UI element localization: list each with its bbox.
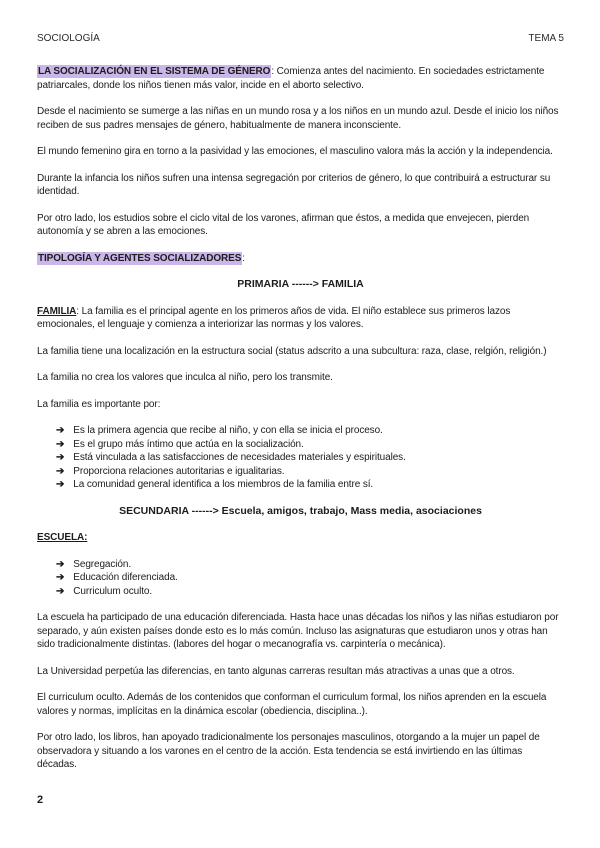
list-item-text: Es la primera agencia que recibe al niño, y con ella se inicia el proceso. — [73, 425, 383, 436]
familia-intro-text: : La familia es el principal agente en los primeros años de vida. El niño establece sus primeros lazos emocionales, el lenguaje y comienza a interiorizar las normas y los valores. — [37, 305, 511, 330]
list-item-text: Curriculum oculto. — [73, 585, 153, 597]
list-item — [56, 451, 564, 465]
page-header — [37, 33, 564, 45]
list-item — [56, 558, 564, 572]
paragraph-tipologia-heading — [37, 252, 564, 266]
paragraph-escuela-educacion: La escuela ha participado de una educación diferenciada. Hasta hace unas décadas los niños y las niñas estudiaron por separado, y aún existen países donde esto es lo más común. Incluso las asignaturas que estudiaron unos y otras han sido tradicionalmente distintas. (labores del hogar o mecanografía vs. carpintería o mecánica). — [37, 612, 559, 650]
arrow-bullet-icon: ➔ — [56, 452, 65, 463]
list-item-text: La comunidad general identifica a los miembros de la familia entre sí. — [73, 479, 374, 490]
tipologia-colon: : — [242, 252, 245, 264]
list-item — [56, 424, 564, 438]
list-item — [56, 571, 564, 585]
arrow-bullet-icon: ➔ — [56, 425, 65, 436]
primaria-familia-line: PRIMARIA ------> FAMILIA — [237, 278, 364, 290]
section-intro-text: : Comienza antes del nacimiento. En sociedades estrictamente patriarcales, donde los niños tienen más valor, incide en el aborto selectivo. — [37, 66, 545, 91]
secundaria-line: SECUNDARIA ------> Escuela, amigos, trabajo, Mass media, asociaciones — [119, 504, 482, 517]
header-topic-label: TEMA 5 — [528, 33, 564, 44]
page-number: 2 — [37, 794, 44, 806]
list-item — [56, 465, 564, 479]
list-item — [56, 585, 564, 599]
list-item-text: Es el grupo más íntimo que actúa en la socialización. — [73, 438, 304, 450]
paragraph-mundo-femenino: El mundo femenino gira en torno a la pasividad y las emociones, el masculino valora más la acción y la independencia. — [37, 146, 553, 157]
paragraph-familia-intro — [37, 305, 564, 332]
paragraph-ciclo-vital: Por otro lado, los estudios sobre el ciclo vital de los varones, afirman que éstos, a medida que envejecen, pierden autonomía y se abren a las emociones. — [37, 212, 530, 237]
paragraph-curriculum-oculto: El curriculum oculto. Además de los contenidos que conforman el curriculum formal, los niños aprenden en la escuela valores y normas, implícitas en la dinámica escolar (obediencia, disciplina..). — [37, 692, 547, 717]
paragraph-familia-localizacion: La familia tiene una localización en la estructura social (status adscrito a una subcultura: raza, clase, relgión, religión.) — [37, 345, 547, 357]
section-heading-tipologia: TIPOLOGÍA Y AGENTES SOCIALIZADORES — [38, 252, 242, 264]
familia-label: FAMILIA — [37, 305, 77, 317]
list-item-text: Está vinculada a las satisfacciones de necesidades materiales y espirituales. — [73, 452, 406, 463]
paragraph-familia-no-crea: La familia no crea los valores que inculca al niño, pero los transmite. — [37, 372, 333, 383]
arrow-bullet-icon: ➔ — [56, 558, 65, 570]
paragraph-universidad: La Universidad perpetúa las diferencias, en tanto algunas carreras resultan más atractivas a unas que a otros. — [37, 665, 515, 677]
header-course-title: SOCIOLOGÍA — [37, 33, 100, 44]
section-heading-socializacion: LA SOCIALIZACIÓN EN EL SISTEMA DE GÉNERO — [38, 66, 271, 77]
paragraph-socializacion-intro — [37, 65, 564, 92]
list-item-text: Educación diferenciada. — [73, 572, 178, 583]
arrow-bullet-icon: ➔ — [56, 465, 65, 477]
escuela-label: ESCUELA: — [37, 532, 88, 543]
list-item — [56, 438, 564, 452]
paragraph-libros: Por otro lado, los libros, han apoyado tradicionalmente los personajes masculinos, otorgando a la mujer un papel de observadora y situando a los varones en el centro de la acción. Esta tendencia se está invirtiendo en las últimas décadas. — [37, 732, 540, 770]
paragraph-familia-importante: La familia es importante por: — [37, 398, 161, 410]
paragraph-mundo-rosa-azul: Desde el nacimiento se sumerge a las niñas en un mundo rosa y a los niños en un mundo azul. Desde el inicio los niños reciben de sus padres mensajes de género, habitualmente de manera inconsciente. — [37, 106, 559, 131]
arrow-bullet-icon: ➔ — [56, 572, 65, 583]
arrow-bullet-icon: ➔ — [56, 585, 65, 597]
list-item-text: Segregación. — [73, 558, 132, 570]
escuela-bullet-list — [37, 558, 564, 599]
paragraph-infancia-segregacion: Durante la infancia los niños sufren una intensa segregación por criterios de género, lo que contribuirá a estructurar su identidad. — [37, 172, 551, 197]
arrow-bullet-icon: ➔ — [56, 479, 65, 490]
list-item-text: Proporciona relaciones autoritarias e igualitarias. — [73, 465, 285, 477]
paragraph-escuela-heading — [37, 531, 564, 545]
list-item — [56, 478, 564, 492]
arrow-bullet-icon: ➔ — [56, 438, 65, 450]
familia-bullet-list — [37, 424, 564, 492]
